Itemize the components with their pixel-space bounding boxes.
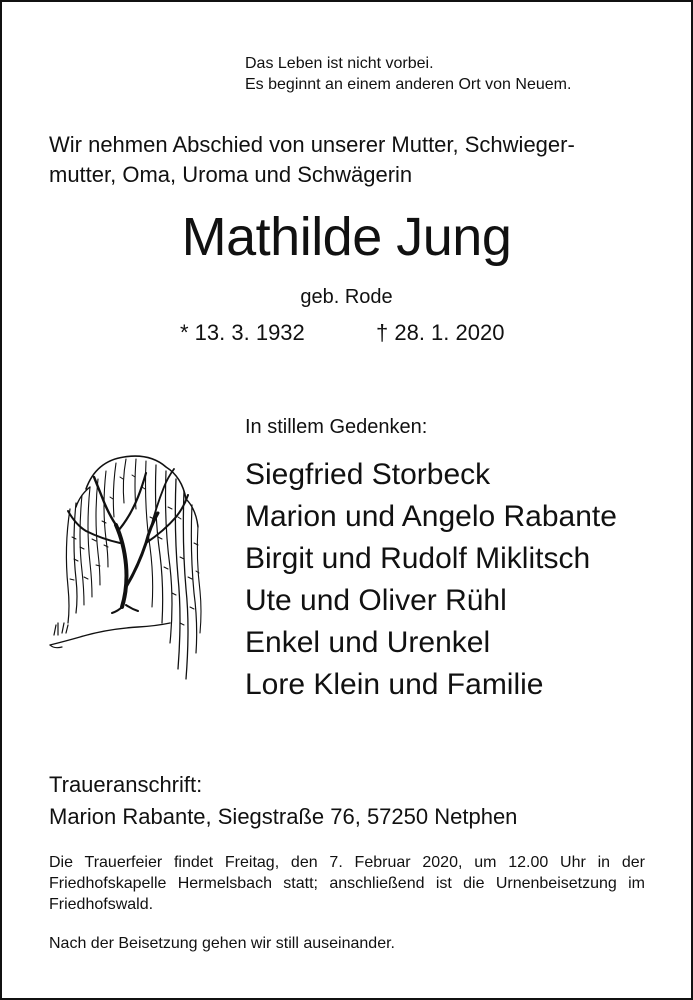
mourner-item: Marion und Angelo Rabante <box>245 500 617 533</box>
mourner-item: Enkel und Urenkel <box>245 626 491 659</box>
death-date: † 28. 1. 2020 <box>376 320 505 345</box>
funeral-details: Die Trauerfeier findet Freitag, den 7. Februar 2020, um 12.00 Uhr in der Friedhofskapelle Hermelsbach statt; anschließend ist die Urnenbeisetzung im Friedhofswald. <box>49 854 645 913</box>
farewell-intro <box>49 130 575 190</box>
mourner-item: Birgit und Rudolf Miklitsch <box>245 542 591 575</box>
intro-line-2: mutter, Oma, Uroma und Schwägerin <box>49 162 413 187</box>
address-label: Traueranschrift: <box>49 772 203 797</box>
intro-line-1: Wir nehmen Abschied von unserer Mutter, Schwieger- <box>49 132 575 157</box>
weeping-willow-tree-icon <box>46 447 210 687</box>
mourner-item: Siegfried Storbeck <box>245 458 491 491</box>
motto-line-2: Es beginnt an einem anderen Ort von Neuem. <box>245 76 572 93</box>
maiden-name: geb. Rode <box>300 286 393 308</box>
motto-line-1: Das Leben ist nicht vorbei. <box>245 55 434 72</box>
address-value: Marion Rabante, Siegstraße 76, 57250 Netphen <box>49 804 518 829</box>
mourner-item: Ute und Oliver Rühl <box>245 584 507 617</box>
closing-note: Nach der Beisetzung gehen wir still auseinander. <box>49 935 395 952</box>
birth-date: * 13. 3. 1932 <box>180 320 305 345</box>
motto-quote <box>245 53 571 95</box>
memory-label: In stillem Gedenken: <box>245 416 428 438</box>
mourner-list <box>245 454 617 706</box>
mourner-item: Lore Klein und Familie <box>245 668 544 701</box>
deceased-name: Mathilde Jung <box>181 207 512 267</box>
